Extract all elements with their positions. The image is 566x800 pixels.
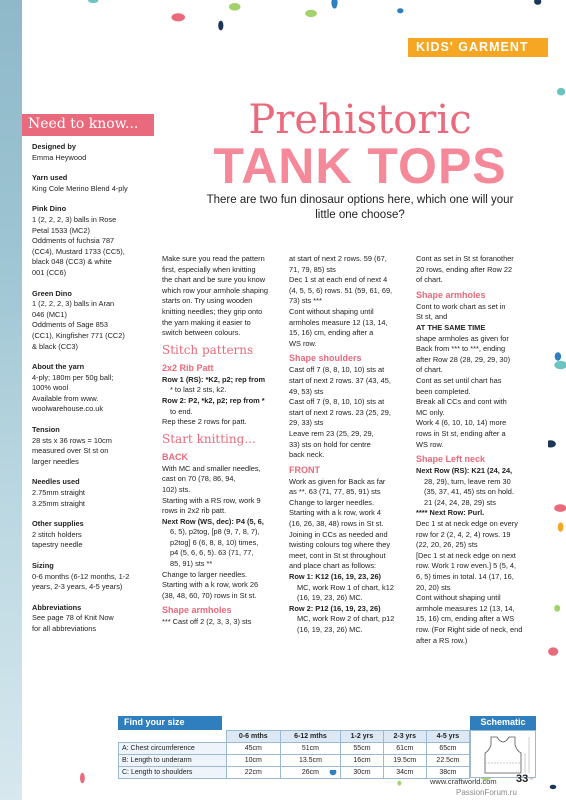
confetti-dot — [555, 352, 561, 360]
text-line: measured over St st on — [32, 446, 109, 456]
size-table — [118, 730, 470, 779]
column-2 — [289, 254, 413, 636]
text-line: larger needles — [32, 456, 79, 466]
text-line: 73) sts *** — [289, 296, 322, 306]
size-cell: 38cm — [426, 767, 469, 779]
text-line: rows in St st, ending after a — [416, 428, 506, 438]
confetti-dot — [558, 522, 564, 531]
back-heading: BACK — [162, 451, 188, 462]
sizing-heading: Sizing — [32, 561, 54, 570]
text-line: 33) sts on hold for centre — [289, 439, 371, 449]
text-line: after Row 28 (28, 29, 29, 30) — [416, 354, 511, 364]
same-time: AT THE SAME TIME — [416, 322, 486, 332]
text-line: which row your armhole shaping — [162, 285, 268, 295]
text-line: Break all CCs and cont with — [416, 397, 507, 407]
text-line: been completed. — [416, 386, 471, 396]
text-line: 6, 5) times in total. 14 (17, 16, — [416, 572, 514, 582]
text-line: Oddments of fuchsia 787 — [32, 236, 115, 246]
text-line: armhole measures 12 (13, 14, — [416, 603, 515, 613]
section-tag: KIDS' GARMENT — [408, 38, 548, 57]
text-line: Change to larger needles. — [162, 569, 248, 579]
text-line: Available from www. — [32, 393, 99, 403]
confetti-dot — [331, 0, 337, 9]
text-line: Dec 1 st at neck edge on every — [416, 519, 518, 529]
text-line: 6, 5), p2tog, [p8 (9, 7, 8, 7), — [170, 527, 260, 537]
text-line: black 048 (CC3) & white — [32, 257, 112, 267]
title-line2: TANK TOPS — [213, 138, 507, 194]
size-header: 0-6 mths — [227, 731, 281, 743]
row1-chart: Row 1: K12 (16, 19, 23, 26) — [289, 572, 382, 582]
text-line: Starting with a k row, work 26 — [162, 580, 259, 590]
text-line: Petal 1533 (MC2) — [32, 225, 90, 235]
confetti-dot — [557, 88, 566, 96]
rib-row1b: * to last 2 sts, k2. — [170, 385, 227, 395]
stitch-patterns-heading: Stitch patterns — [162, 342, 254, 357]
text-line: the yarn making it easier to — [162, 317, 251, 327]
text-line: of chart. — [416, 275, 443, 285]
text-line: the chart and be sure you know — [162, 275, 266, 285]
photo-strip — [0, 0, 22, 800]
size-cell: 65cm — [426, 743, 469, 755]
start-knitting-heading: Start knitting... — [162, 431, 256, 446]
text-line: 3.25mm straight — [32, 498, 85, 508]
text-line: Cont without shaping until — [416, 593, 501, 603]
text-line: (CC4), Mustard 1733 (CC5), — [32, 246, 125, 256]
size-header: 2-3 yrs — [383, 731, 426, 743]
row1-chart-cont — [289, 583, 413, 604]
next-row-ws-cont — [162, 527, 286, 569]
size-header: 6-12 mths — [280, 731, 341, 743]
size-cell: 61cm — [383, 743, 426, 755]
text-line: 1 (2, 2, 2, 3) balls in Rose — [32, 214, 117, 224]
need-to-know-header: Need to know... — [22, 114, 154, 136]
intro-text — [162, 254, 286, 339]
rib-rep: Rep these 2 rows for patt. — [162, 417, 247, 427]
row2-chart: Row 2: P12 (16, 19, 23, 26) — [289, 603, 381, 613]
confetti-dot — [550, 785, 557, 789]
green-heading: Green Dino — [32, 288, 72, 298]
text-line: [Dec 1 st at neck edge on next — [416, 550, 516, 560]
confetti-dot — [554, 361, 566, 370]
text-line: Starting with a k row, work 4 — [289, 508, 382, 518]
text-line: Leave rem 23 (25, 29, 29, — [289, 428, 374, 438]
text-line: (35, 37, 41, 45) sts on hold. — [424, 487, 514, 497]
text-line: (16, 26, 38, 48) rows in St st. — [289, 519, 384, 529]
supplies-heading: Other supplies — [32, 519, 84, 529]
text-line: at start of next 2 rows. 59 (67, — [289, 254, 387, 263]
text-line: shape armholes as given for — [416, 333, 509, 343]
text-line: WS row. — [416, 439, 444, 449]
front-heading: FRONT — [289, 464, 320, 475]
text-line: first, especially when knitting — [162, 264, 256, 274]
text-line: and place chart as follows: — [289, 561, 377, 571]
text-line: Cast off 7 (8, 8, 10, 10) sts at — [289, 365, 385, 375]
tank-top-schematic-icon — [471, 731, 535, 777]
text-line: as **. 63 (71, 77, 85, 91) sts — [289, 487, 381, 497]
yarn: King Cole Merino Blend 4-ply — [32, 183, 128, 193]
text-line: Cont without shaping until — [289, 306, 374, 316]
back-text — [162, 464, 286, 517]
text-line: Cont to work chart as set in — [416, 301, 506, 311]
text-line: 0-6 months (6-12 months, 1-2 — [32, 571, 130, 581]
size-header: 4-5 yrs — [426, 731, 469, 743]
next-row-rs-cont — [416, 477, 542, 509]
sidebar-info — [32, 142, 154, 635]
text-line: 102) sts. — [162, 484, 191, 494]
pink-heading: Pink Dino — [32, 204, 67, 214]
confetti-dot — [397, 8, 403, 13]
abbr-heading: Abbreviations — [32, 602, 82, 612]
text-line: meet, cont in St st throughout — [289, 550, 386, 560]
text-line: 2 stitch holders — [32, 529, 82, 539]
size-cell: 45cm — [227, 743, 281, 755]
size-cell: 30cm — [341, 767, 383, 779]
row-label: C: Length to shoulders — [119, 767, 227, 779]
needles-lines — [32, 488, 154, 509]
text-line: (22, 20, 26, 25) sts — [416, 540, 478, 550]
text-line: switch between colours. — [162, 328, 241, 338]
text-line: knitting needles; they grip onto — [162, 306, 263, 316]
text-line: of chart. — [416, 365, 443, 375]
text-line: woolwarehouse.co.uk — [32, 404, 104, 414]
text-line: (16, 19, 23, 26) MC. — [297, 625, 363, 634]
rib-row1: Row 1 (RS): *K2, p2; rep from — [162, 374, 266, 384]
row-label: B: Length to underarm — [119, 755, 227, 767]
col3-text-b2 — [416, 334, 542, 451]
text-line: (CC1), Kingfisher 771 (CC2) — [32, 330, 125, 340]
col2-text-c — [289, 477, 413, 572]
col3-text-a — [416, 254, 542, 286]
text-line: armholes measure 12 (13, 14, — [289, 317, 388, 327]
text-line: 49, 53) sts — [289, 386, 324, 396]
about-lines — [32, 373, 154, 415]
confetti-dot — [397, 781, 401, 786]
text-line: Change to larger needles. — [289, 497, 375, 507]
text-line: 100% wool — [32, 383, 69, 393]
text-line: With MC and smaller needles, — [162, 463, 261, 473]
confetti-dot — [80, 773, 85, 784]
text-line: 001 (CC6) — [32, 267, 67, 277]
confetti-dot — [534, 0, 541, 5]
abbr-lines — [32, 613, 154, 634]
size-cell: 51cm — [280, 743, 341, 755]
text-line: 2.75mm straight — [32, 488, 85, 498]
text-line: back neck. — [289, 450, 325, 460]
title-line1: Prehistoric — [248, 97, 472, 143]
next-row-ws: Next Row (WS, dec): P4 (5, 6, — [162, 516, 264, 526]
text-line: after a RS row.) — [416, 635, 468, 645]
back-text-2 — [162, 570, 286, 602]
column-3 — [416, 254, 542, 646]
yarn-heading: Yarn used — [32, 173, 68, 183]
confetti-dot — [305, 10, 317, 17]
text-line: St st, and — [416, 312, 448, 322]
schematic-title: Schematic — [470, 716, 536, 730]
size-table-corner — [119, 731, 227, 743]
text-line: 85, 91) sts ** — [170, 559, 213, 569]
footer-url: www.craftworld.com — [430, 777, 497, 786]
supplies-lines — [32, 530, 154, 551]
table-row — [119, 767, 470, 779]
armholes-heading: Shape armholes — [162, 605, 232, 616]
text-line: p4 (5, 6, 6, 5). 63 (71, 77, — [170, 548, 254, 558]
subtitle: There are two fun dinosaur options here, which one will your little one choose? — [206, 194, 514, 221]
text-line: Starting with a RS row, work 9 — [162, 495, 261, 505]
tension-heading: Tension — [32, 425, 60, 435]
table-row — [119, 743, 470, 755]
next-row-rs: Next Row (RS): K21 (24, 24, — [416, 466, 513, 476]
designed-heading: Designed by — [32, 142, 76, 151]
text-line: cast on 70 (78, 86, 94, — [162, 474, 236, 484]
text-line: Dec 1 st at each end of next 4 — [289, 275, 388, 285]
text-line: for all abbreviations — [32, 623, 97, 633]
text-line: 1 (2, 2, 2, 3) balls in Aran — [32, 299, 115, 309]
text-line: Work as given for Back as far — [289, 476, 386, 486]
text-line: WS row. — [289, 338, 317, 348]
text-line: Work 4 (6, 10, 10, 14) more — [416, 418, 507, 428]
green-lines — [32, 299, 154, 352]
size-cell: 16cm — [341, 755, 383, 767]
text-line: 15, 16) cm, ending after a — [289, 328, 374, 338]
confetti-dot — [171, 13, 185, 21]
col2-text-a — [289, 254, 413, 349]
text-line: 20 rows, ending after Row 22 — [416, 264, 513, 274]
text-line: 28 sts x 36 rows = 10cm — [32, 435, 112, 445]
about-heading: About the yarn — [32, 362, 85, 372]
watermark: PassionForum.ru — [456, 788, 517, 797]
size-cell: 34cm — [383, 767, 426, 779]
pink-lines — [32, 215, 154, 279]
text-line: 4-ply; 180m per 50g ball; — [32, 372, 114, 382]
confetti-dot — [548, 647, 558, 655]
size-table-header-row — [119, 731, 470, 743]
schematic-diagram — [470, 730, 536, 778]
text-line: 71, 79, 85) sts — [289, 264, 336, 274]
text-line: starts on. Try using wooden — [162, 296, 253, 306]
column-1 — [162, 254, 286, 628]
text-line: rows in 2x2 rib patt. — [162, 506, 227, 516]
text-line: 20, 20) sts — [416, 582, 451, 592]
armholes-text: *** Cast off 2 (2, 3, 3, 3) sts — [162, 617, 252, 627]
text-line: (16, 19, 23, 26) MC. — [297, 593, 363, 603]
text-line: Make sure you read the pattern — [162, 254, 265, 263]
text-line: Back from *** to ***, ending — [416, 344, 506, 354]
text-line: p2tog] 6 (6, 8, 8, 10) times, — [170, 537, 259, 547]
text-line: years, 2-3 years, 4-5 years) — [32, 582, 123, 592]
purl-row: **** Next Row: Purl. — [416, 508, 485, 518]
text-line: Cast off 7 (9, 8, 10, 10) sts at — [289, 397, 385, 407]
text-line: row for 2 (2, 4, 2, 4) rows. 19 — [416, 529, 511, 539]
col3-text-b1 — [416, 302, 542, 323]
confetti-dot — [218, 21, 223, 31]
sizing-lines — [32, 572, 154, 593]
text-line: start of next 2 rows. 37 (43, 45, — [289, 375, 391, 385]
text-line: 21 (24, 24, 28, 29) sts — [424, 497, 496, 507]
left-neck-heading: Shape Left neck — [416, 454, 486, 465]
text-line: tapestry needle — [32, 540, 83, 550]
text-line: MC only. — [416, 407, 445, 417]
designer: Emma Heywood — [32, 152, 87, 162]
text-line: Cont as set until chart has — [416, 375, 502, 385]
size-cell: 22.5cm — [426, 755, 469, 767]
row2-chart-cont — [289, 614, 413, 635]
text-line: MC, work Row 1 of chart, k12 — [297, 582, 394, 592]
text-line: row. Work 1 row even.] 5 (5, 4, — [416, 561, 517, 571]
text-line: (4, 5, 5, 6) rows. 51 (59, 61, 69, — [289, 285, 393, 295]
text-line: start of next 2 rows. 23 (25, 29, — [289, 407, 391, 417]
needles-heading: Needles used — [32, 477, 80, 487]
confetti-dot — [554, 504, 566, 512]
size-cell: 10cm — [227, 755, 281, 767]
col3-text-c — [416, 519, 542, 646]
size-cell: 26cm — [280, 767, 341, 779]
table-row — [119, 755, 470, 767]
text-line: MC, work Row 2 of chart, p12 — [297, 614, 395, 624]
text-line: 046 (MC1) — [32, 309, 67, 319]
text-line: Cont as set in St st foranother — [416, 254, 514, 263]
text-line: twisting colours tog where they — [289, 540, 391, 550]
text-line: Oddments of Sage 853 — [32, 320, 109, 330]
text-line: & black (CC3) — [32, 341, 78, 351]
text-line: row. (For Right side of neck, end — [416, 625, 523, 634]
rib-row2b: to end. — [170, 406, 193, 416]
rib-heading: 2x2 Rib Patt — [162, 362, 214, 373]
front-armholes-heading: Shape armholes — [416, 289, 486, 300]
size-cell: 55cm — [341, 743, 383, 755]
text-line: 15, 16) cm, ending after a WS — [416, 614, 515, 624]
row-label: A: Chest circumference — [119, 743, 227, 755]
text-line: 29, 33) sts — [289, 418, 324, 428]
size-header: 1-2 yrs — [341, 731, 383, 743]
shoulders-heading: Shape shoulders — [289, 353, 362, 364]
size-cell: 22cm — [227, 767, 281, 779]
text-line: (38, 48, 60, 70) rows in St st. — [162, 590, 257, 600]
size-table-title: Find your size — [118, 716, 222, 730]
confetti-dot — [554, 605, 560, 612]
text-line: See page 78 of Knit Now — [32, 613, 114, 623]
size-cell: 19.5cm — [383, 755, 426, 767]
page-number: 33 — [516, 773, 529, 785]
size-cell: 13.5cm — [280, 755, 341, 767]
tension-lines — [32, 436, 154, 468]
confetti-dot — [88, 0, 98, 3]
rib-row2: Row 2: P2, *k2, p2; rep from * — [162, 395, 265, 405]
col2-text-b — [289, 365, 413, 460]
text-line: 28, 29), turn, leave rem 30 — [424, 476, 511, 486]
text-line: Joining in CCs as needed and — [289, 529, 388, 539]
confetti-dot — [229, 3, 241, 11]
